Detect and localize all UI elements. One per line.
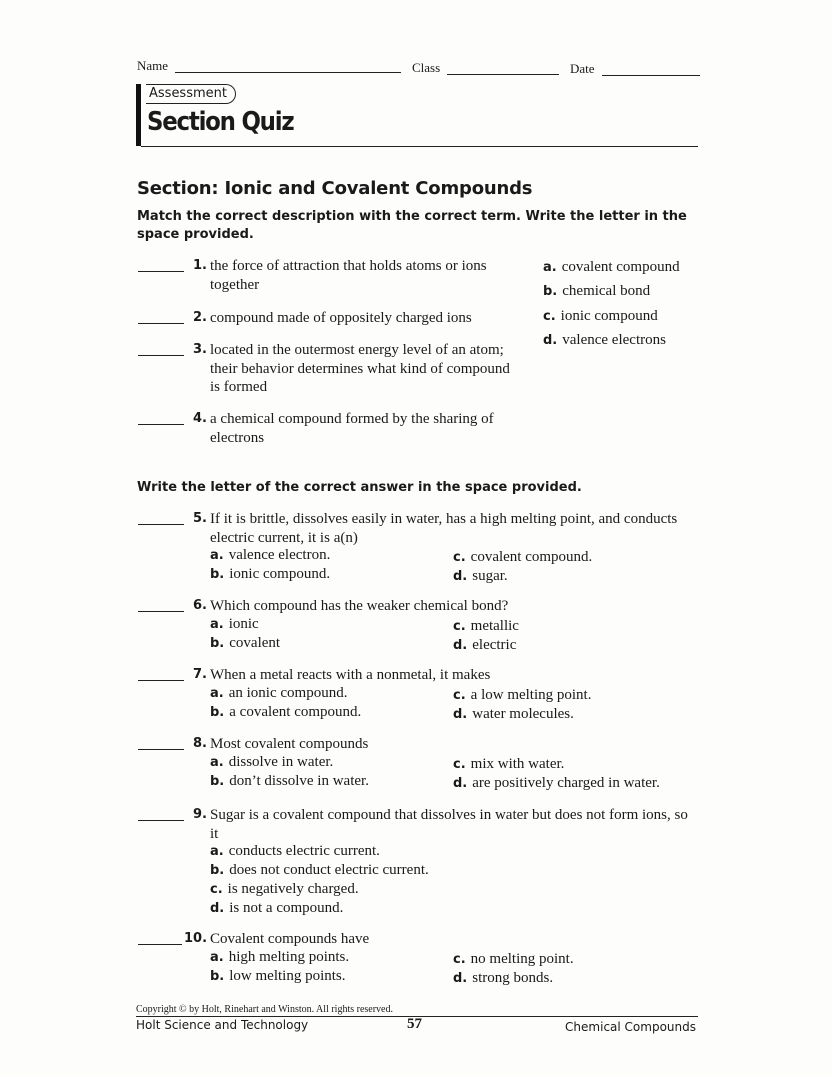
option-letter: a. bbox=[210, 949, 224, 965]
answer-option bbox=[453, 687, 591, 704]
option-text: no melting point. bbox=[470, 950, 574, 967]
answer-option bbox=[210, 685, 347, 702]
option-text: valence electron. bbox=[228, 547, 331, 563]
option-text: dissolve in water. bbox=[228, 753, 334, 770]
page-number: 57 bbox=[407, 1016, 422, 1032]
term-option bbox=[543, 259, 680, 276]
date-label: Date bbox=[570, 61, 595, 76]
question-text: the force of attraction that holds atoms or ions together bbox=[210, 258, 487, 293]
option-letter: a. bbox=[210, 548, 224, 563]
question-text: Covalent compounds have bbox=[210, 931, 370, 947]
option-text: don’t dissolve in water. bbox=[229, 772, 369, 789]
answer-option bbox=[210, 547, 330, 564]
option-letter: d. bbox=[453, 569, 468, 584]
answer-blank[interactable] bbox=[138, 820, 184, 821]
term-option bbox=[543, 332, 666, 349]
option-letter: b. bbox=[210, 968, 225, 984]
option-text: covalent bbox=[229, 634, 281, 651]
option-letter: a. bbox=[210, 844, 224, 859]
answer-option bbox=[210, 773, 369, 790]
question-text: compound made of oppositely charged ions bbox=[210, 310, 472, 326]
option-text: covalent compound. bbox=[470, 549, 593, 565]
term-text: covalent compound bbox=[561, 259, 680, 275]
assessment-tab: Assessment bbox=[146, 84, 236, 104]
answer-option bbox=[210, 754, 333, 771]
answer-blank[interactable] bbox=[138, 749, 184, 750]
answer-blank[interactable] bbox=[138, 611, 184, 612]
question-number: 8. bbox=[193, 736, 207, 751]
question-number: 5. bbox=[193, 511, 207, 526]
question-text: a chemical compound formed by the sharing of electrons bbox=[210, 411, 494, 446]
title-bar bbox=[136, 84, 141, 146]
answer-option bbox=[453, 549, 592, 566]
answer-option bbox=[210, 949, 349, 966]
term-letter: c. bbox=[543, 309, 556, 324]
term-option bbox=[543, 308, 658, 325]
option-text: sugar. bbox=[472, 568, 508, 584]
option-letter: c. bbox=[453, 687, 466, 703]
term-option bbox=[543, 283, 650, 300]
option-letter: c. bbox=[453, 951, 466, 967]
answer-blank[interactable] bbox=[138, 355, 184, 356]
question-number: 7. bbox=[193, 667, 207, 682]
term-letter: d. bbox=[543, 333, 558, 348]
option-letter: d. bbox=[453, 970, 468, 986]
option-text: an ionic compound. bbox=[228, 684, 348, 701]
option-letter: c. bbox=[453, 618, 466, 634]
answer-blank[interactable] bbox=[138, 271, 184, 272]
answer-option bbox=[453, 756, 564, 773]
term-letter: a. bbox=[543, 260, 557, 275]
class-label: Class bbox=[412, 60, 441, 75]
option-letter: d. bbox=[453, 706, 468, 722]
option-letter: b. bbox=[210, 704, 225, 720]
part1-instructions: Match the correct description with the correct term. Write the letter in the space provided. bbox=[137, 209, 687, 242]
option-letter: c. bbox=[210, 882, 223, 897]
option-text: ionic bbox=[228, 615, 259, 632]
option-letter: d. bbox=[453, 637, 468, 653]
option-text: high melting points. bbox=[228, 948, 350, 965]
option-letter: a. bbox=[210, 754, 224, 770]
question-text: When a metal reacts with a nonmetal, it makes bbox=[210, 667, 491, 683]
option-text: is negatively charged. bbox=[227, 881, 359, 897]
term-text: valence electrons bbox=[562, 332, 666, 348]
answer-blank[interactable] bbox=[138, 680, 184, 681]
footer-chapter: Chemical Compounds bbox=[565, 1020, 696, 1034]
option-letter: c. bbox=[453, 550, 466, 565]
answer-blank[interactable] bbox=[138, 524, 184, 525]
question-text: Most covalent compounds bbox=[210, 736, 369, 752]
option-text: does not conduct electric current. bbox=[229, 862, 429, 878]
term-letter: b. bbox=[543, 284, 558, 299]
option-letter: b. bbox=[210, 773, 225, 789]
option-text: a low melting point. bbox=[470, 686, 592, 703]
question-number: 1. bbox=[193, 258, 207, 273]
class-field[interactable] bbox=[447, 74, 559, 75]
option-text: conducts electric current. bbox=[228, 843, 380, 859]
answer-option bbox=[453, 706, 574, 723]
answer-option bbox=[453, 775, 660, 792]
answer-option bbox=[453, 951, 574, 968]
answer-option bbox=[210, 900, 343, 917]
question-text: located in the outermost energy level of an atom; their behavior determines what kind of compound is formed bbox=[210, 342, 510, 395]
question-number: 6. bbox=[193, 598, 207, 613]
term-text: ionic compound bbox=[560, 308, 658, 324]
name-field[interactable] bbox=[175, 72, 401, 73]
date-field[interactable] bbox=[602, 75, 700, 76]
question-text: If it is brittle, dissolves easily in water, has a high melting point, and conducts electric current, it is a(n) bbox=[210, 511, 678, 546]
option-letter: d. bbox=[453, 775, 468, 791]
question-text: Which compound has the weaker chemical bond? bbox=[210, 598, 509, 614]
option-text: water molecules. bbox=[472, 705, 574, 722]
question-number: 3. bbox=[193, 342, 207, 357]
answer-blank[interactable] bbox=[138, 323, 184, 324]
option-text: strong bonds. bbox=[472, 969, 554, 986]
term-text: chemical bond bbox=[562, 283, 651, 299]
question-number: 2. bbox=[193, 310, 207, 325]
title-divider bbox=[141, 146, 698, 147]
copyright: Copyright © by Holt, Rinehart and Winston. All rights reserved. bbox=[136, 1004, 393, 1015]
answer-option bbox=[210, 704, 361, 721]
answer-option bbox=[453, 970, 553, 987]
section-title: Section: Ionic and Covalent Compounds bbox=[137, 178, 533, 199]
question-text: Sugar is a covalent compound that dissolves in water but does not form ions, so it bbox=[210, 807, 688, 842]
option-text: low melting points. bbox=[229, 967, 346, 984]
answer-blank[interactable] bbox=[138, 424, 184, 425]
question-number: 4. bbox=[193, 411, 207, 426]
option-text: a covalent compound. bbox=[229, 703, 362, 720]
option-text: electric bbox=[472, 636, 517, 653]
option-letter: a. bbox=[210, 685, 224, 701]
question-number: 9. bbox=[193, 807, 207, 822]
answer-option bbox=[210, 968, 346, 985]
answer-option bbox=[210, 616, 259, 633]
option-letter: b. bbox=[210, 863, 225, 878]
part2-instructions: Write the letter of the correct answer in the space provided. bbox=[137, 480, 582, 495]
answer-option bbox=[210, 862, 429, 879]
option-letter: b. bbox=[210, 635, 225, 651]
answer-blank[interactable] bbox=[138, 944, 182, 945]
answer-option bbox=[210, 881, 359, 898]
option-text: metallic bbox=[470, 617, 519, 634]
footer-publisher: Holt Science and Technology bbox=[136, 1018, 309, 1032]
option-letter: c. bbox=[453, 756, 466, 772]
name-label: Name bbox=[137, 58, 169, 73]
answer-option bbox=[453, 637, 516, 654]
question-number: 10. bbox=[184, 931, 208, 946]
option-text: ionic compound. bbox=[229, 566, 331, 582]
option-letter: a. bbox=[210, 616, 224, 632]
option-letter: d. bbox=[210, 901, 225, 916]
option-text: mix with water. bbox=[470, 755, 565, 772]
option-text: is not a compound. bbox=[229, 900, 344, 916]
answer-option bbox=[453, 618, 519, 635]
answer-option bbox=[453, 568, 508, 585]
answer-option bbox=[210, 843, 380, 860]
answer-option bbox=[210, 635, 280, 652]
option-letter: b. bbox=[210, 567, 225, 582]
option-text: are positively charged in water. bbox=[472, 774, 660, 791]
page-title: Section Quiz bbox=[147, 107, 294, 137]
answer-option bbox=[210, 566, 330, 583]
